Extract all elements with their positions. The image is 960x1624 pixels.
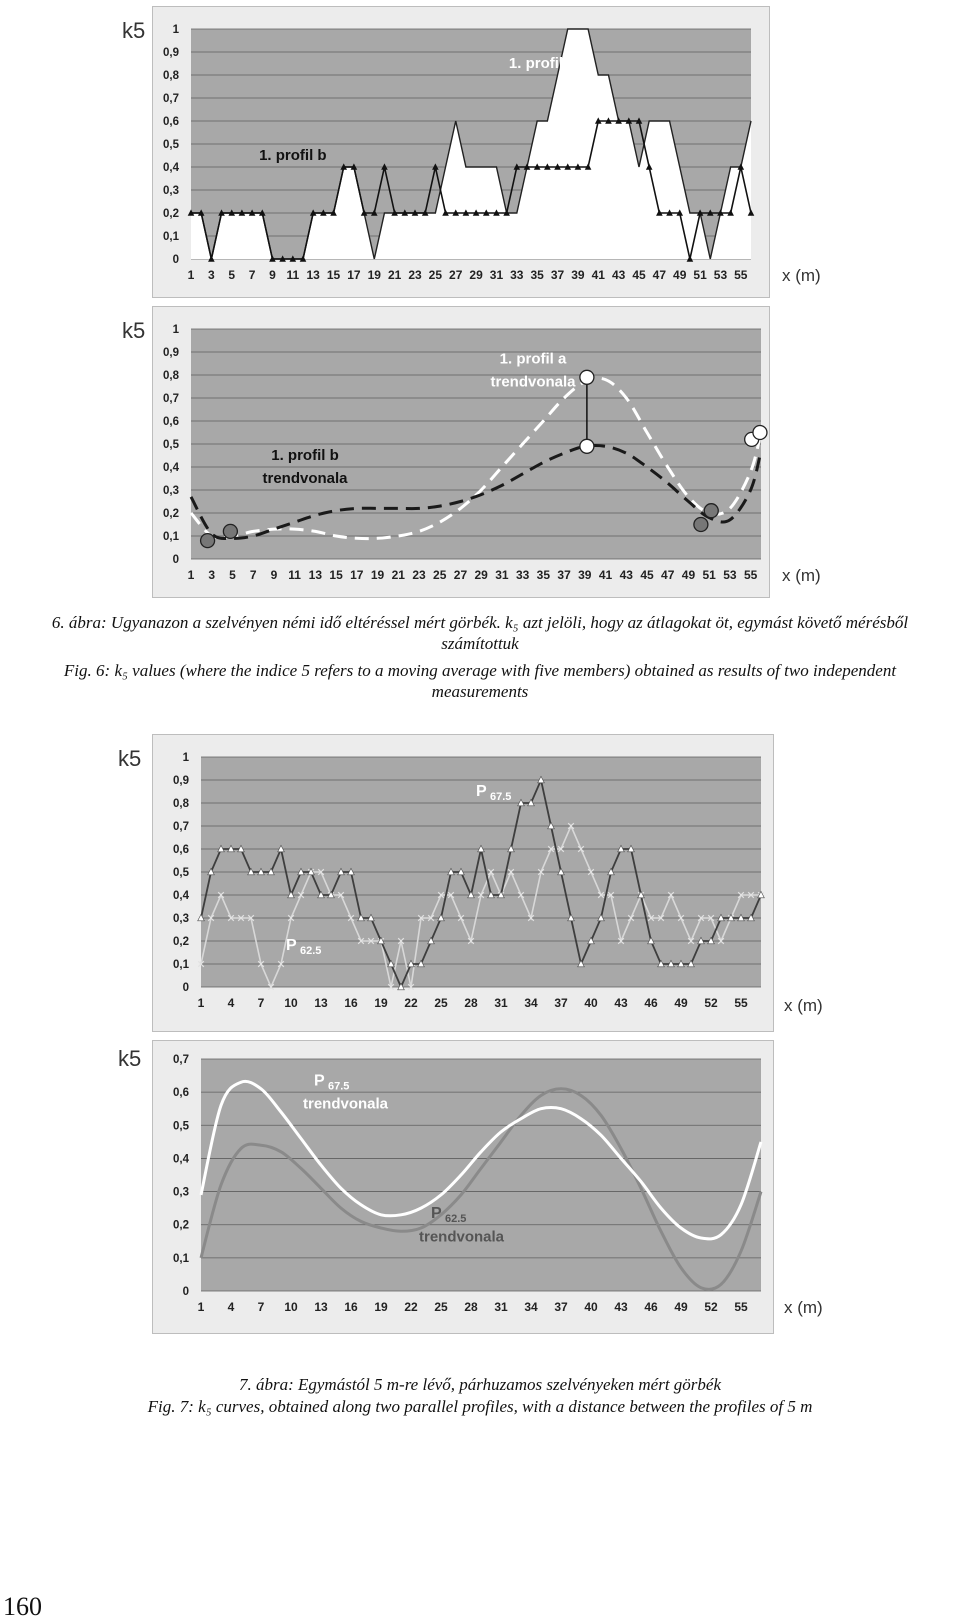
- y-tick-label: 0,7: [173, 821, 189, 833]
- fig7-chart-b-ylabel: [118, 1046, 141, 1072]
- x-tick-label: 17: [350, 568, 364, 582]
- x-tick-label: 19: [374, 1300, 388, 1314]
- x-tick-label: 55: [734, 996, 748, 1010]
- x-tick-label: 25: [434, 996, 448, 1010]
- x-tick-label: 19: [374, 996, 388, 1010]
- y-tick-label: 0,4: [173, 1153, 189, 1166]
- fig7-chart-a-ylabel-text: k5: [118, 746, 142, 771]
- x-tick-label: 52: [704, 1300, 718, 1314]
- x-tick-label: 43: [619, 568, 633, 582]
- x-tick-label: 46: [644, 1300, 658, 1314]
- y-tick-label: 0,6: [173, 1087, 189, 1100]
- x-tick-label: 31: [494, 996, 508, 1010]
- x-tick-label: 7: [257, 1300, 265, 1314]
- series-label-p62-5: P: [286, 937, 297, 955]
- x-tick-label: 27: [449, 268, 463, 282]
- x-tick-label: 29: [469, 268, 483, 282]
- x-tick-label: 55: [734, 1300, 748, 1314]
- x-tick-label: 41: [591, 268, 605, 282]
- x-tick-label: 19: [367, 268, 381, 282]
- fig6-chart-b: [152, 306, 770, 598]
- y-tick-label: 0,9: [163, 347, 179, 359]
- y-tick-label: 1: [172, 24, 179, 36]
- y-tick-label: 0,4: [173, 890, 189, 902]
- y-tick-label: 0,1: [173, 959, 189, 971]
- fig7-chart-b: [152, 1040, 774, 1334]
- x-tick-label: 49: [673, 268, 687, 282]
- y-tick-label: 0,6: [163, 116, 179, 128]
- x-tick-label: 28: [464, 996, 478, 1010]
- x-tick-label: 16: [344, 996, 358, 1010]
- x-tick-label: 11: [288, 568, 301, 582]
- x-tick-label: 45: [640, 568, 654, 582]
- x-tick-label: 1: [197, 996, 205, 1010]
- x-tick-label: 22: [404, 996, 418, 1010]
- series-label-profil-b: 1. profil b: [259, 147, 327, 165]
- y-tick-label: 0,9: [163, 47, 179, 59]
- x-tick-label: 43: [614, 996, 628, 1010]
- x-tick-label: 49: [674, 1300, 688, 1314]
- x-tick-label: 31: [494, 1300, 508, 1314]
- y-tick-label: 0,2: [173, 936, 189, 948]
- y-tick-label: 0,1: [163, 231, 179, 243]
- series-label-profil-b-1: 1. profil b: [271, 447, 339, 465]
- y-tick-label: 0,8: [163, 370, 179, 382]
- x-tick-label: 25: [428, 268, 443, 282]
- x-tick-label: 25: [434, 1300, 448, 1314]
- x-tick-label: 7: [257, 996, 265, 1010]
- y-tick-label: 0: [172, 554, 179, 566]
- fig6-chart-b-xlabel: x (m): [782, 566, 821, 585]
- y-tick-label: 0,2: [163, 508, 179, 520]
- y-tick-label: 0,4: [163, 162, 179, 174]
- y-tick-label: 0,3: [173, 913, 189, 925]
- y-tick-label: 0,6: [173, 844, 189, 856]
- x-tick-label: 23: [408, 268, 422, 282]
- x-tick-label: 16: [344, 1300, 358, 1314]
- x-tick-label: 45: [632, 268, 646, 282]
- x-tick-label: 46: [644, 996, 658, 1010]
- x-tick-label: 39: [571, 268, 585, 282]
- fig6-chart-a-svg: [153, 7, 769, 297]
- series-label-profil-a-1: 1. profil a: [499, 350, 567, 368]
- x-tick-label: 43: [614, 1300, 628, 1314]
- series-label-p62-5-sub: 62.5: [445, 1213, 467, 1226]
- y-tick-label: 0,3: [163, 485, 179, 497]
- measurement-marker: [753, 426, 767, 440]
- fig7-chart-a-ylabel: [118, 746, 141, 772]
- y-tick-label: 0,7: [173, 1054, 189, 1066]
- plot-area: [201, 1059, 761, 1291]
- x-tick-label: 33: [515, 568, 530, 582]
- x-tick-label: 11: [286, 268, 300, 282]
- y-tick-label: 0,4: [163, 462, 179, 474]
- x-tick-label: 55: [734, 268, 748, 282]
- x-tick-label: 7: [248, 268, 256, 282]
- y-tick-label: 0,2: [173, 1219, 189, 1232]
- x-tick-label: 29: [474, 568, 488, 582]
- x-tick-label: 1: [187, 268, 195, 282]
- x-tick-label: 1: [197, 1300, 205, 1314]
- x-tick-label: 9: [269, 268, 276, 282]
- y-tick-label: 0,5: [163, 439, 179, 451]
- y-tick-label: 0,5: [163, 139, 179, 151]
- y-tick-label: 1: [172, 324, 179, 336]
- page-number: 160: [3, 1592, 42, 1621]
- y-tick-label: 0,8: [173, 798, 189, 810]
- x-tick-label: 19: [370, 568, 385, 582]
- y-tick-label: 0: [182, 1286, 189, 1298]
- x-tick-label: 39: [578, 568, 592, 582]
- y-tick-label: 0,1: [173, 1252, 189, 1265]
- fig6-chart-b-ylabel-text: k5: [122, 318, 146, 343]
- y-tick-label: 0,6: [163, 416, 179, 428]
- y-tick-label: 0,7: [163, 93, 179, 105]
- x-tick-label: 15: [326, 268, 341, 282]
- series-label-p67-5: P: [314, 1072, 325, 1090]
- y-tick-label: 0,9: [173, 775, 189, 787]
- y-tick-label: 0,3: [173, 1186, 189, 1199]
- series-label-p62-5: P: [431, 1205, 442, 1223]
- x-tick-label: 28: [464, 1300, 478, 1314]
- fig7-chart-a-xlabel: x (m): [784, 996, 823, 1015]
- x-tick-label: 43: [611, 268, 626, 282]
- x-tick-label: 3: [208, 568, 216, 582]
- series-label-p67-5-sub: 67.5: [328, 1080, 350, 1093]
- fig7-chart-a-svg: [153, 735, 773, 1031]
- series-label-profil-a: 1. profil a: [508, 55, 576, 73]
- x-tick-label: 27: [453, 568, 468, 582]
- y-tick-label: 0,5: [173, 867, 189, 879]
- x-tick-label: 37: [557, 568, 571, 582]
- x-tick-label: 15: [329, 568, 343, 582]
- x-tick-label: 40: [584, 1300, 598, 1314]
- x-tick-label: 53: [713, 268, 728, 282]
- x-tick-label: 31: [489, 268, 504, 282]
- x-tick-label: 34: [524, 1300, 538, 1314]
- y-tick-label: 0,7: [163, 393, 179, 405]
- x-tick-label: 35: [530, 268, 544, 282]
- series-label-p62-5-trend: trendvonala: [419, 1228, 505, 1246]
- x-tick-label: 4: [227, 996, 235, 1010]
- series-label-p67-5: P: [476, 783, 487, 801]
- series-label-profil-b-2: trendvonala: [262, 470, 348, 488]
- x-tick-label: 9: [270, 568, 278, 582]
- x-tick-label: 23: [412, 568, 426, 582]
- x-tick-label: 7: [249, 568, 257, 582]
- x-tick-label: 17: [347, 268, 361, 282]
- x-tick-label: 21: [387, 268, 402, 282]
- x-tick-label: 5: [228, 268, 236, 282]
- x-tick-label: 51: [693, 268, 707, 282]
- series-label-p62-5-sub: 62.5: [300, 945, 322, 958]
- x-tick-label: 35: [536, 568, 551, 582]
- measurement-marker: [580, 370, 594, 384]
- x-tick-label: 31: [495, 568, 509, 582]
- x-tick-label: 13: [314, 1300, 328, 1314]
- x-tick-label: 52: [704, 996, 718, 1010]
- x-tick-label: 10: [284, 996, 298, 1010]
- x-tick-label: 25: [433, 568, 447, 582]
- x-tick-label: 10: [284, 1300, 298, 1314]
- x-tick-label: 34: [524, 996, 538, 1010]
- x-tick-label: 5: [229, 568, 236, 582]
- fig6-caption-hu: 6. ábra: Ugyanazon a szelvényen némi idő eltéréssel mért görbék. k₅ azt jelöli, hogy az átlagokat öt, egymást követő mérésből számítottuk: [51, 613, 909, 653]
- x-tick-label: 37: [554, 1300, 568, 1314]
- measurement-marker: [223, 524, 237, 538]
- x-tick-label: 13: [306, 268, 320, 282]
- fig6-caption-en: Fig. 6: k₅ values (where the indice 5 refers to a moving average with five members) obtained as results of two independent measurements: [63, 661, 897, 701]
- series-label-profil-a-2: trendvonala: [490, 373, 576, 391]
- fig7-caption-hu: 7. ábra: Egymástól 5 m-re lévő, párhuzamos szelvényeken mért görbék: [238, 1375, 722, 1394]
- x-tick-label: 1: [187, 568, 195, 582]
- y-tick-label: 0,8: [163, 70, 179, 82]
- fig7-chart-b-xlabel: x (m): [784, 1298, 823, 1317]
- x-tick-label: 13: [308, 568, 323, 582]
- x-tick-label: 37: [550, 268, 565, 282]
- x-tick-label: 53: [723, 568, 737, 582]
- x-tick-label: 47: [661, 568, 675, 582]
- measurement-marker: [704, 504, 718, 518]
- measurement-marker: [580, 439, 594, 453]
- fig6-chart-a: [152, 6, 770, 298]
- x-tick-label: 3: [208, 268, 215, 282]
- fig6-chart-a-ylabel: [122, 18, 145, 44]
- series-label-p67-5-trend: trendvonala: [303, 1095, 389, 1113]
- y-tick-label: 0,3: [163, 185, 179, 197]
- measurement-marker: [201, 534, 215, 548]
- x-tick-label: 49: [674, 996, 688, 1010]
- fig6-chart-b-ylabel: [122, 318, 145, 344]
- fig6-chart-b-svg: [153, 307, 769, 597]
- y-tick-label: 1: [182, 752, 189, 764]
- series-label-p67-5-sub: 67.5: [490, 791, 512, 804]
- fig6-chart-a-ylabel-text: k5: [122, 18, 146, 43]
- y-tick-label: 0,2: [163, 208, 179, 220]
- x-tick-label: 22: [404, 1300, 418, 1314]
- y-tick-label: 0,5: [173, 1120, 189, 1133]
- fig6-chart-a-xlabel: x (m): [782, 266, 821, 285]
- y-tick-label: 0,1: [163, 531, 179, 543]
- fig7-caption-en: Fig. 7: k₅ curves, obtained along two parallel profiles, with a distance between the profiles of 5 m: [147, 1397, 813, 1416]
- x-tick-label: 40: [584, 996, 598, 1010]
- fig7-chart-b-svg: [153, 1041, 773, 1333]
- fig7-chart-b-ylabel-text: k5: [118, 1046, 142, 1071]
- x-tick-label: 4: [227, 1300, 235, 1314]
- x-tick-label: 47: [652, 268, 667, 282]
- x-tick-label: 21: [391, 568, 405, 582]
- x-tick-label: 51: [702, 568, 716, 582]
- y-tick-label: 0: [172, 254, 179, 266]
- x-tick-label: 41: [598, 568, 613, 582]
- x-tick-label: 49: [681, 568, 696, 582]
- fig7-chart-a: [152, 734, 774, 1032]
- y-tick-label: 0: [182, 982, 189, 994]
- x-tick-label: 13: [314, 996, 328, 1010]
- x-tick-label: 33: [510, 268, 524, 282]
- x-tick-label: 37: [554, 996, 568, 1010]
- x-tick-label: 55: [743, 568, 758, 582]
- measurement-marker: [694, 518, 708, 532]
